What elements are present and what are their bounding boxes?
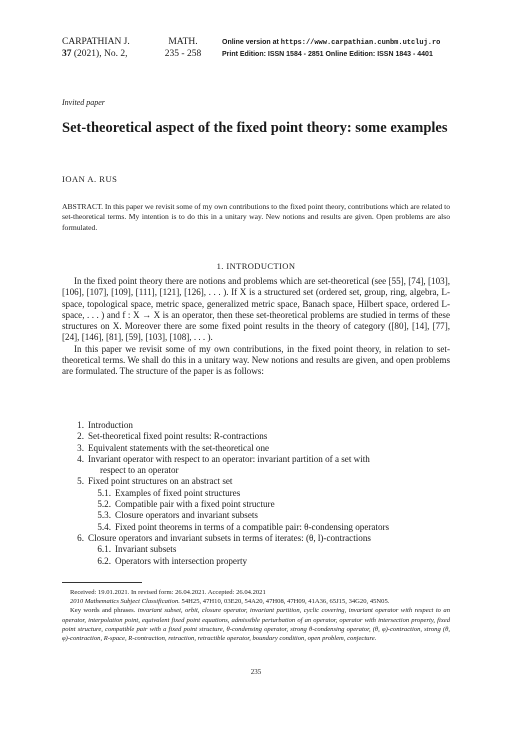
keywords xyxy=(62,606,450,643)
list-item-continuation: respect to an operator xyxy=(100,465,179,476)
math-header xyxy=(161,36,205,60)
received-dates: Received: 19.01.2021. In revised form: 26.04.2021. Accepted: 26.04.2021 xyxy=(70,589,266,596)
footnote-divider xyxy=(62,582,142,583)
msc-classification xyxy=(62,597,450,606)
online-url-link[interactable]: https://www.carpathian.cunbm.utcluj.ro xyxy=(280,39,441,47)
list-item: 2. Set-theoretical fixed point results: R-contractions xyxy=(77,431,268,442)
online-version xyxy=(222,37,440,49)
keywords-text: invariant subset, orbit, closure operator, invariant partition, cyclic covering, invariant operator with respect to an operator, interpolation point, equivalent fixed point equations, admissible perturbation of an operator, operator with intersection property, fixed point structure, compatible pair with a fixed point structure, θ-condensing operator, strong θ-condensing operator, (θ, φ)-contraction, strong (θ, φ)-contraction, R-space, R-contraction, retraction, retractible operator, boundary condition, open problem, conjecture. xyxy=(62,607,450,643)
online-info xyxy=(222,37,440,61)
list-subitem: 6.1. Invariant subsets xyxy=(97,544,177,555)
year-issue: (2021), No. 2, xyxy=(71,49,128,59)
volume-line xyxy=(62,48,130,60)
paragraph: In the fixed point theory there are notions and problems which are set-theoretical (see [55], [74], [103], [106], [107], [109], [111], [121], [126], . . . ). If X is a structured set (ordered set, group, ring, algebra, L-space, topological space, metric space, generalized metric space, Banach space, Hilbert space, ordered L-space, . . . ) and f : X → X is an operator, then these set-theoretical problems are studied in terms of these structures on X. Moreover there are some fixed point results in the theory of category ([80], [14], [77], [24], [146], [81], [59], [103], [108], . . . ). xyxy=(62,276,450,343)
keywords-label: Key words and phrases. xyxy=(70,607,136,615)
paper-title: Set-theoretical aspect of the fixed point theory: some examples xyxy=(62,120,448,136)
list-subitem: 5.2. Compatible pair with a fixed point structure xyxy=(97,499,275,510)
online-prefix: Online version at xyxy=(222,39,281,46)
abstract-text: In this paper we revisit some of my own contributions to the fixed point theory, contributions which are related to set-theoretical terms. My intention is to do this in a unitary way. New notions and results are given. Open problems are also formulated. xyxy=(62,202,450,232)
invited-label: Invited paper xyxy=(62,98,105,107)
abstract-label: ABSTRACT. xyxy=(62,202,103,211)
list-subitem: 5.1. Examples of fixed point structures xyxy=(97,487,241,498)
list-item: 5. Fixed point structures on an abstract set xyxy=(77,476,233,487)
math-label: MATH. xyxy=(168,37,198,47)
structure-list xyxy=(62,420,450,567)
list-subitem: 6.2. Operators with intersection property xyxy=(97,555,248,566)
list-item: 3. Equivalent statements with the set-theoretical one xyxy=(77,442,270,453)
paragraph: In this paper we revisit some of my own contributions, in the fixed point theory, in relation to set-theoretical terms. We shall do this in a unitary way. New notions and results are given, and open problems are formulated. The structure of the paper is as follows: xyxy=(62,343,450,377)
msc-label: 2010 Mathematics Subject Classification. xyxy=(70,598,180,606)
page-range: 235 - 258 xyxy=(164,49,202,59)
journal-header xyxy=(62,36,130,60)
list-item: 1. Introduction xyxy=(77,420,133,430)
list-subitem: 5.4. Fixed point theorems in terms of a compatible pair: θ-condensing operators xyxy=(97,521,390,532)
issn-line: Print Edition: ISSN 1584 - 2851 Online Edition: ISSN 1843 - 4401 xyxy=(222,51,433,58)
list-subitem: 5.3. Closure operators and invariant subsets xyxy=(97,510,258,521)
volume-number: 37 xyxy=(62,49,72,59)
footnotes xyxy=(62,588,450,643)
page-number: 235 xyxy=(250,668,262,676)
list-item: 6. Closure operators and invariant subsets in terms of iterates: (θ, l)-contractions xyxy=(77,532,371,543)
section-heading: 1. INTRODUCTION xyxy=(216,261,296,271)
abstract xyxy=(62,202,450,233)
list-item: 4. Invariant operator with respect to an operator: invariant partition of a set with xyxy=(77,453,370,464)
msc-codes: 54H25, 47H10, 03E20, 54A20, 47H08, 47H09, 41A36, 65J15, 34G20, 45N05. xyxy=(179,598,390,606)
journal-name: CARPATHIAN J. xyxy=(62,37,130,47)
body-text xyxy=(62,276,450,378)
author-name: IOAN A. RUS xyxy=(62,174,118,184)
